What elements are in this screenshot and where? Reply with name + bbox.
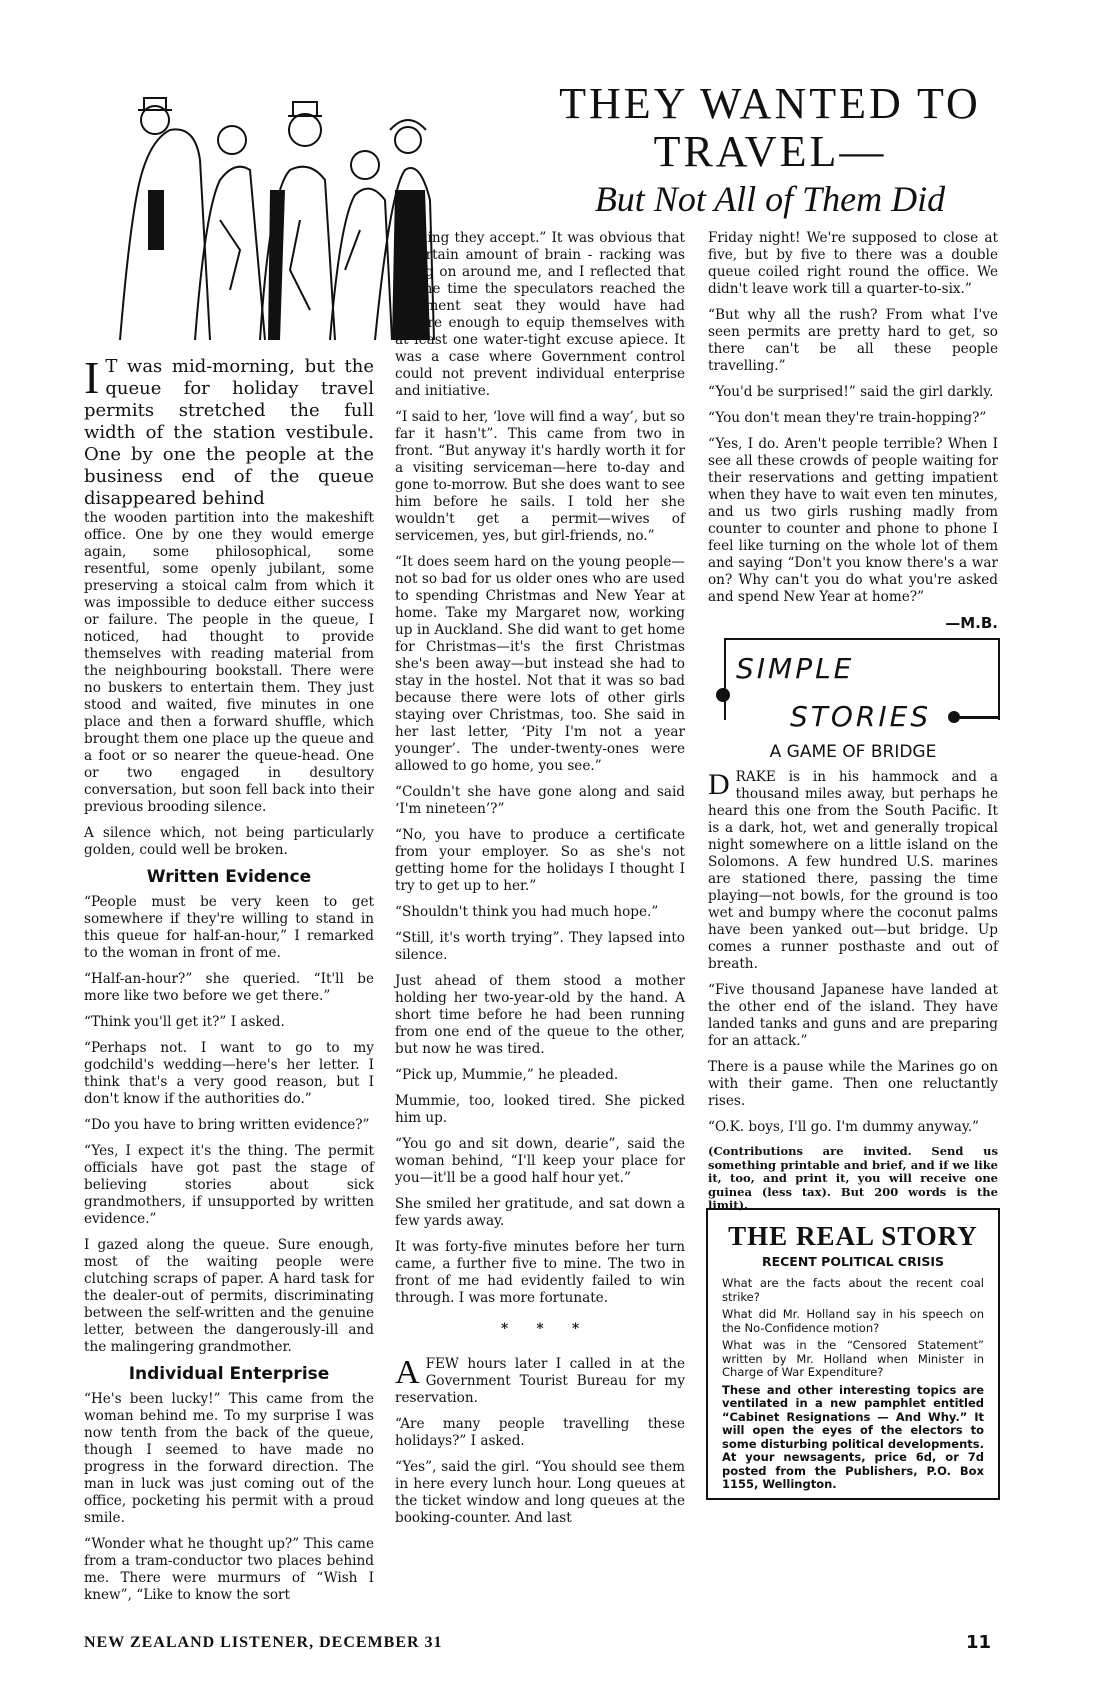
paragraph: “Think you'll get it?” I asked. [84,1014,285,1030]
paragraph: AFEW hours later I called in at the Government Tourist Bureau for my reservation. [395,1354,685,1406]
page-number: 11 [966,1632,992,1653]
paragraph: “You go and sit down, dearie”, said the woman behind, “I'll keep your place for you—it'll be a good half hour yet.” [395,1136,685,1186]
paragraph: “Shouldn't think you had much hope.” [395,904,659,920]
paragraph: “Still, it's worth trying”. They lapsed into silence. [395,930,685,963]
simple-stories-banner [712,638,1000,758]
paragraph: “Yes, I expect it's the thing. The permit officials have got past the stage of believing stories about sick grandmothers, if unsupported by written evidence.” [84,1143,374,1227]
footer-masthead: NEW ZEALAND LISTENER, DECEMBER 31 [84,1634,443,1651]
advert-content [722,1220,984,1492]
paragraph: of thing they accept.” It was obvious that a certain amount of brain - racking was going on around me, and I reflected that by the time the speculators reached the judgment seat they would have had leisure enough to equip themselves with at least one water-tight excuse apiece. It was a case where Government control could not prevent individual enterprise and initiative. [395,230,685,399]
paragraph: “You'd be surprised!” said the girl darkly. [708,384,994,400]
advert-subtitle: RECENT POLITICAL CRISIS [761,1254,945,1269]
headline-subtitle: But Not All of Them Did [594,179,946,219]
advert-title: THE REAL STORY [728,1221,978,1251]
paragraph: “No, you have to produce a certificate from your employer. So as she's not getting home for the holidays I thought I try to get up to her.” [395,827,685,894]
headline-line2: TRAVEL— [653,127,887,176]
dropcap-i: I [84,352,100,403]
paragraph: “O.K. boys, I'll go. I'm dummy anyway.” [708,1119,979,1135]
column-3 [708,230,998,632]
paragraph: “It does seem hard on the young people—not so bad for us older ones who are used to spending Christmas and New Year at home. Take my Margaret now, working up in Auckland. She did want to get home for Christmas—it's the first Christmas she's been away—but instead she had to stay in the hostel. Not that it was so bad because there were lots of other girls staying over Christmas, too. She said in her last letter, ‘Pity I'm not a year younger’. The under-twenty-ones were allowed to go home, you see.” [395,554,685,774]
paragraph: “People must be very keen to get somewhere if they're willing to stand in this queue for half-an-hour,” I remarked to the woman in front of me. [84,894,374,961]
column-1 [84,352,374,1613]
paragraph: “I said to her, ‘love will find a way’, but so far it hasn't”. This came from two in front. “But anyway it's hardly worth it for a visiting serviceman—here to-day and gone to-morrow. But she does want to see him before he sails. I told her she wouldn't get a permit—wives of servicemen, yes, but girl-friends, no.” [395,409,685,544]
paragraph: “Five thousand Japanese have landed at the other end of the island. They have landed tanks and guns and are preparing for an attack.” [708,982,998,1049]
paragraph: Friday night! We're supposed to close at five, but by five to there was a double queue coiled right round the office. We didn't leave work till a quarter-to-six.” [708,230,998,297]
advert-question: What did Mr. Holland say in his speech on the No-Confidence motion? [722,1307,984,1335]
banner-word-stories: STORIES [790,700,932,733]
paragraph: “Couldn't she have gone along and said ‘I'm nineteen’?” [395,784,685,817]
story-title: A GAME OF BRIDGE [769,742,937,762]
paragraph: “You don't mean they're train-hopping?” [708,410,987,426]
paragraph: DRAKE is in his hammock and a thousand miles away, but perhaps he heard this one from the South Pacific. It is a dark, hot, wet and generally tropical night somewhere on a little island on the Solomons. A few hundred U.S. marines are stationed there, passing the time playing—not bowls, for the ground is too wet and bumpy where the coconut palms have been yanked out—but bridge. Up comes a runner posthaste and out of breath. [708,768,998,972]
paragraph: the wooden partition into the makeshift office. One by one they would emerge again, some philosophical, some resentful, some openly jubilant, some preserving a stoical calm from which it was impossible to deduce either success or failure. The people in the queue, I noticed, had thought to provide themselves with reading material from the neighbouring bookstall. There were no buskers to entertain them. They just stood and waited, five minutes in one place and then a forward shuffle, which brought them one place up the queue and a foot or so nearer the queue-head. One or two engaged in desultory conversation, but soon fell back into their previous brooding silence. [84,510,374,815]
paragraph: “Are many people travelling these holidays?” I asked. [395,1416,685,1449]
paragraph: “Wonder what he thought up?” This came from a tram-conductor two places behind me. There were murmurs of “Wish I knew”, “Like to know the sort [84,1536,374,1603]
author-signoff: —M.B. [945,614,998,632]
subheading: Written Evidence [146,867,312,887]
advert-question: What was in the “Censored Statement” written by Mr. Holland when Minister in Charge of War Expenditure? [722,1338,984,1379]
lead-paragraph: I T was mid-morning, but the queue for holiday travel permits stretched the full width of the station vestibule. One by one the people at the business end of the queue disappeared behind [84,352,374,509]
advert-question: What are the facts about the recent coal strike? [722,1276,984,1304]
paragraph: “Yes, I do. Aren't people terrible? When I see all these crowds of people waiting for their reservations and getting impatient when they have to wait even ten minutes, and us two girls rushing madly from counter to counter and phone to phone I feel like turning on the whole lot of them and saying “Don't you know there's a war on? Why can't you do what you're asked and spend New Year at home?” [708,436,998,605]
paragraph: A silence which, not being particularly golden, could well be broken. [84,825,374,858]
dropcap-a: A [395,1354,420,1391]
banner-dot-icon-2 [948,711,960,723]
dropcap-d: D [708,768,730,801]
paragraph: “Yes”, said the girl. “You should see them in here every lunch hour. Long queues at the ticket window and long queues at the booking-counter. And last [395,1459,685,1526]
contributions-note: (Contributions are invited. Send us something printable and brief, and if we like it, too, and print it, you will receive one guinea (less tax). But 200 words is the limit). [708,1144,998,1212]
paragraph: Just ahead of them stood a mother holding her two-year-old by the hand. A short time before he had been running from one end of the queue to the other, but now he was tired. [395,973,685,1057]
paragraph: I gazed along the queue. Sure enough, most of the waiting people were clutching scraps of paper. A hard task for the dealer-out of permits, discriminating between the self-written and the genuine letter, between the dangerously-ill and the malingering grandmother. [84,1237,374,1355]
subheading: Individual Enterprise [128,1364,330,1384]
headline [470,80,1070,222]
paragraph: “He's been lucky!” This came from the woman behind me. To my surprise I was now tenth from the back of the queue, though I seemed to have made no progress in the forward direction. The man in luck was just coming out of the office, pocketing his permit with a proud smile. [84,1391,374,1526]
advert-box [706,1208,1000,1500]
paragraph: “But why all the rush? From what I've seen permits are pretty hard to get, so there can't be all these people travelling.” [708,307,998,374]
advert-body: These and other interesting topics are ventilated in a new pamphlet entitled “Cabinet Resignations — And Why.” It will open the eyes of the electors to some disturbing political developments. At your newsagents, price 6d, or 7d posted from the Publishers, P.O. Box 1155, Wellington. [722,1382,984,1491]
banner-word-simple: SIMPLE [736,652,855,685]
paragraph: It was forty-five minutes before her turn came, a further five to mine. The two in front of me had evidently failed to win through. I was more fortunate. [395,1239,685,1306]
paragraph: “Half-an-hour?” she queried. “It'll be more like two before we get there.” [84,971,374,1004]
paragraph: She smiled her gratitude, and sat down a few yards away. [395,1196,685,1229]
banner-dot-icon [716,688,730,702]
paragraph: Mummie, too, looked tired. She picked him up. [395,1093,685,1126]
section-break-stars: * * * [500,1321,580,1337]
paragraph: There is a pause while the Marines go on with their game. Then one reluctantly rises. [708,1059,998,1109]
queue-illustration-icon [100,70,436,354]
column-2 [395,230,685,1536]
paragraph: “Pick up, Mummie,” he pleaded. [395,1067,619,1083]
paragraph: “Do you have to bring written evidence?” [84,1117,370,1133]
paragraph: “Perhaps not. I want to go to my godchild's wedding—here's her letter. I think that's a very good reason, but I don't know if the authorities do.” [84,1040,374,1107]
simple-stories [708,744,998,1222]
queue-illustration [100,70,436,354]
headline-line1: THEY WANTED TO [559,79,981,128]
